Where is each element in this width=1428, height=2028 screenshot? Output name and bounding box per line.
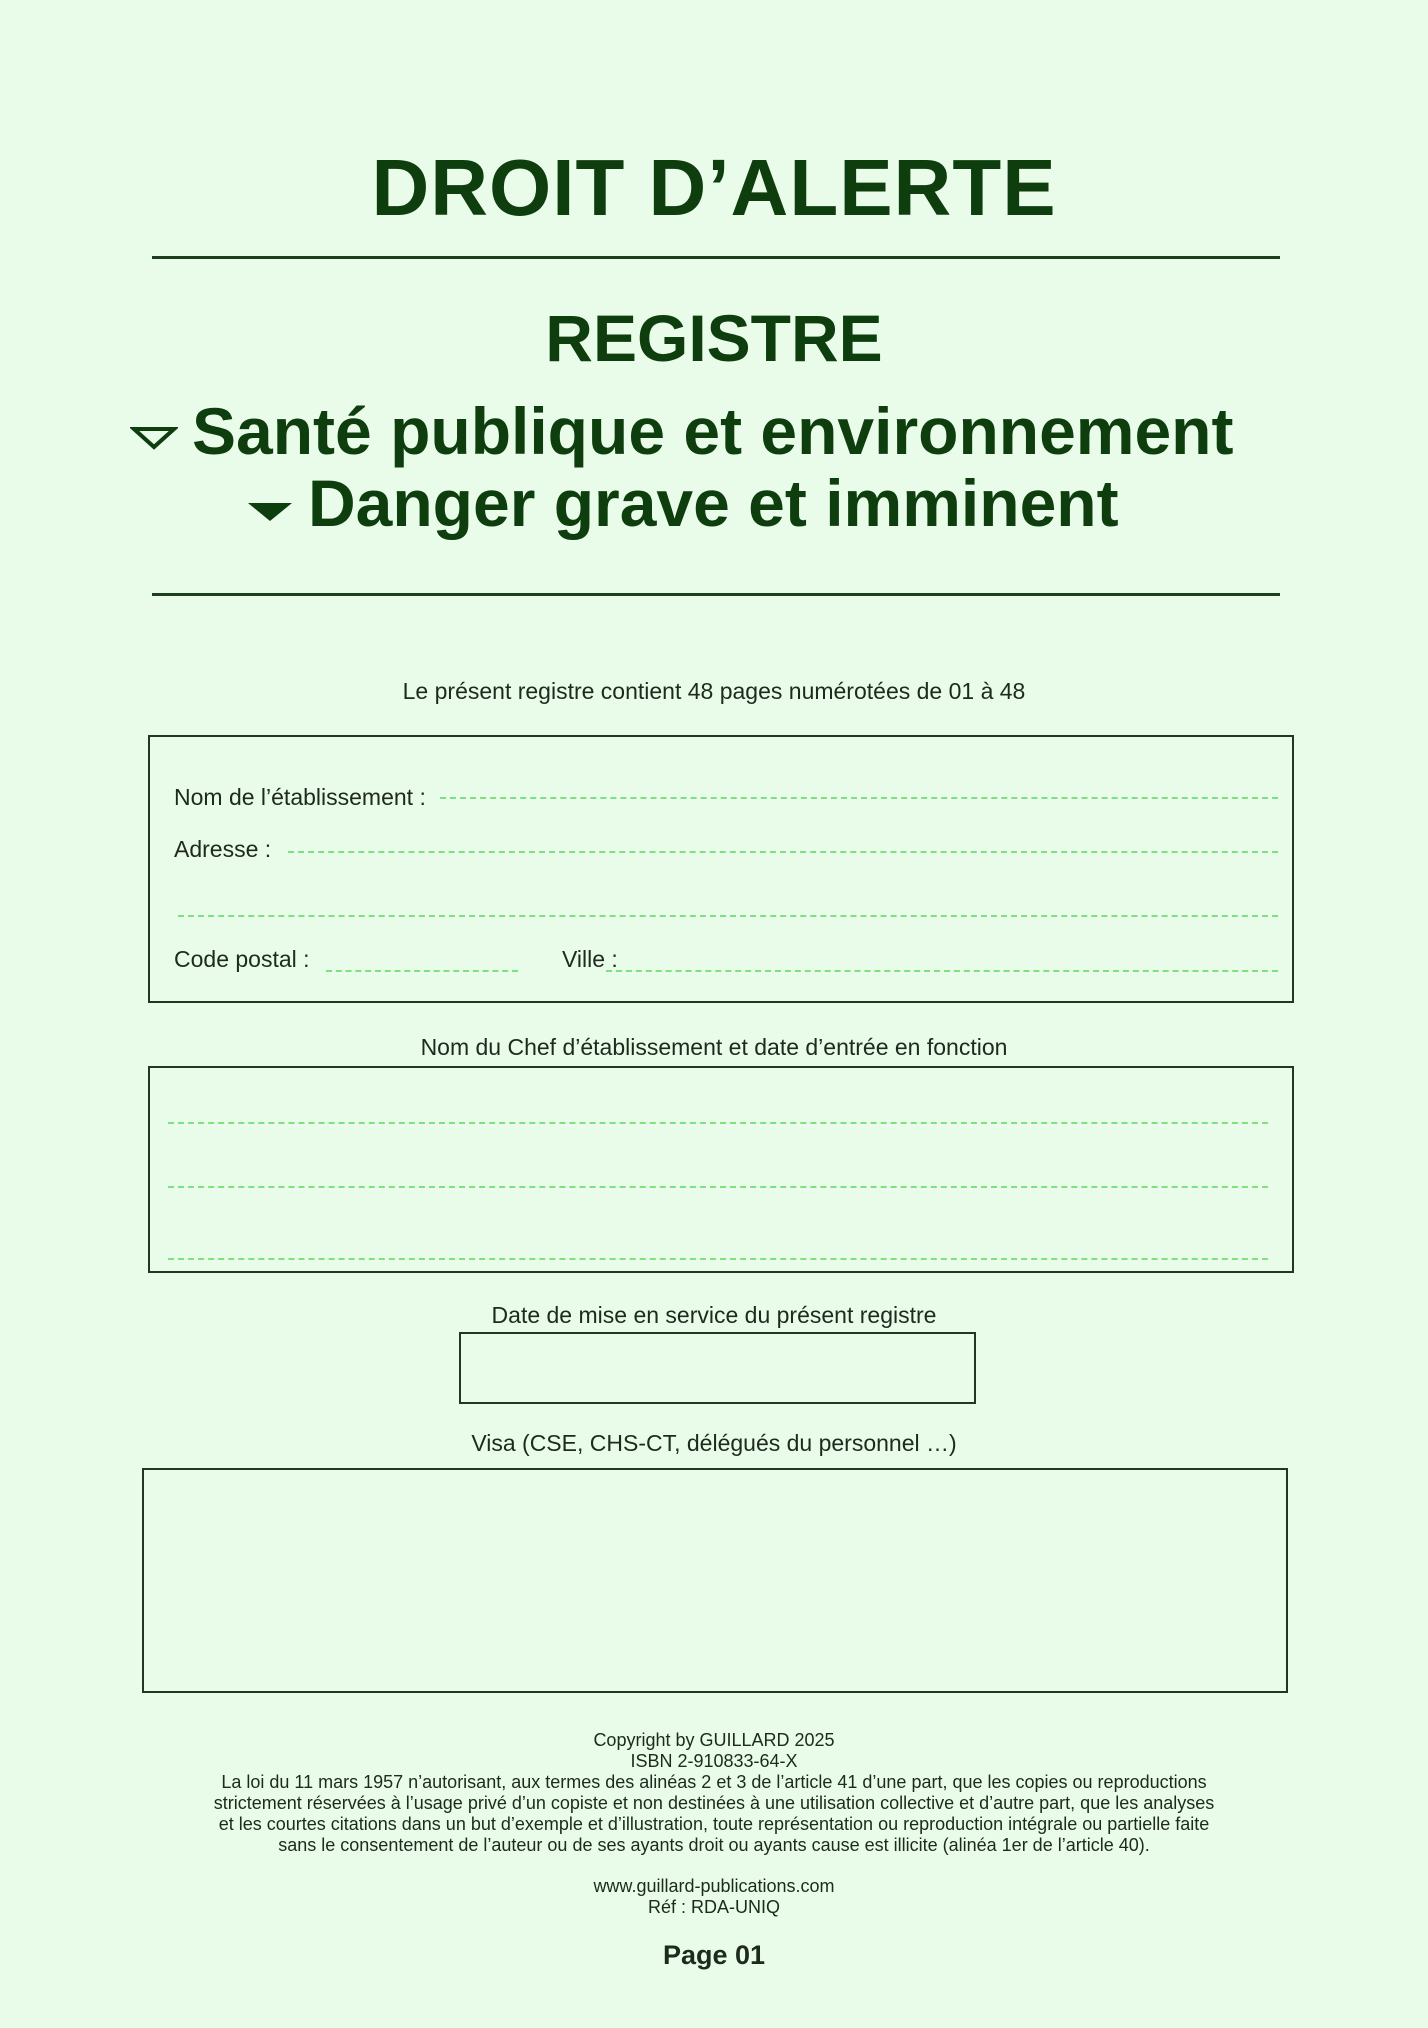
document-title: DROIT D’ALERTE xyxy=(371,143,1057,232)
address-label: Adresse : xyxy=(174,836,272,862)
legal-line-1: La loi du 11 mars 1957 n’autorisant, aux termes des alinéas 2 et 3 de l’article 41 d’une part, que les copies ou reproductions xyxy=(221,1772,1207,1792)
category-label-danger: Danger grave et imminent xyxy=(308,466,1119,540)
service-date-caption: Date de mise en service du présent registre xyxy=(491,1302,937,1328)
establishment-name-field[interactable] xyxy=(440,797,1278,799)
copyright-line: Copyright by GUILLARD 2025 xyxy=(593,1730,835,1750)
establishment-box xyxy=(148,735,1294,1003)
address-field[interactable] xyxy=(288,851,1278,853)
chief-box xyxy=(148,1066,1294,1273)
postal-code-field[interactable] xyxy=(326,970,518,972)
isbn-line: ISBN 2-910833-64-X xyxy=(630,1751,798,1771)
document-subtitle: REGISTRE xyxy=(545,301,883,375)
category-line-danger xyxy=(246,465,1119,541)
city-label: Ville : xyxy=(562,946,618,972)
establishment-name-label: Nom de l’établissement : xyxy=(174,784,426,810)
postal-code-label: Code postal : xyxy=(174,946,310,972)
legal-line-4: sans le consentement de l’auteur ou de ses ayants droit ou ayants cause est illicite (alinéa 1er de l’article 40). xyxy=(278,1835,1150,1855)
visa-caption: Visa (CSE, CHS-CT, délégués du personnel …) xyxy=(471,1430,957,1456)
reference-line: Réf : RDA-UNIQ xyxy=(647,1897,780,1917)
category-label-public-health: Santé publique et environnement xyxy=(192,394,1234,468)
chief-field-line-2[interactable] xyxy=(168,1186,1268,1188)
chief-field-line-1[interactable] xyxy=(168,1122,1268,1124)
legal-line-3: et les courtes citations dans un but d’exemple et d’illustration, toute représentation ou reproduction intégrale ou partielle faite xyxy=(218,1814,1210,1834)
filled-down-triangle-icon xyxy=(246,489,294,529)
chief-field-line-3[interactable] xyxy=(168,1258,1268,1260)
service-date-field[interactable] xyxy=(459,1332,976,1404)
chief-caption: Nom du Chef d’établissement et date d’entrée en fonction xyxy=(420,1034,1008,1060)
website-link[interactable]: www.guillard-publications.com xyxy=(593,1876,835,1896)
bottom-divider xyxy=(152,593,1280,596)
city-field[interactable] xyxy=(606,970,1278,972)
visa-box[interactable] xyxy=(142,1468,1288,1693)
page-number: Page 01 xyxy=(662,1940,766,1970)
category-line-public-health xyxy=(130,393,1233,469)
legal-line-2: strictement réservées à l’usage privé d’un copiste et non destinées à une utilisation collective et d’autre part, que les analyses xyxy=(213,1793,1215,1813)
address-field-line-2[interactable] xyxy=(178,915,1278,917)
page-count-note: Le présent registre contient 48 pages numérotées de 01 à 48 xyxy=(402,678,1026,704)
top-divider xyxy=(152,256,1280,259)
outline-down-triangle-icon xyxy=(130,417,178,457)
